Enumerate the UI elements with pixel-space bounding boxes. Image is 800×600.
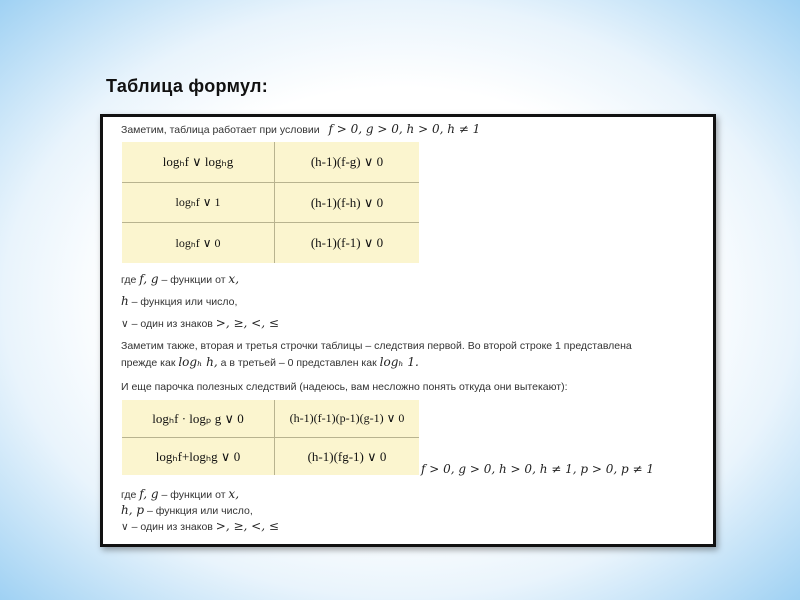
vee-symbol: ∨	[121, 318, 129, 330]
notes-math: >, ≥, <, ≤	[215, 316, 279, 330]
paragraph-text: а в третьей – 0 представлен как	[220, 357, 377, 369]
table-cell-right: (h-1)(fg-1) ∨ 0	[307, 448, 387, 464]
table-row	[122, 438, 419, 475]
intro-condition: f > 0, g > 0, h > 0, h ≠ 1	[328, 122, 481, 136]
notes-text: – функция или число,	[146, 505, 253, 517]
table-cell-left: logₕf ∨ 1	[175, 195, 221, 209]
notes-text: – функция или число,	[131, 296, 238, 308]
notes-math: >, ≥, <, ≤	[215, 519, 279, 533]
table-row	[122, 223, 419, 263]
intro2-line: И еще парочка полезных следствий (надеюсь, вам несложно понять откуда они вытекают):	[121, 381, 568, 393]
notes-prefix: где	[121, 274, 137, 286]
slide-title: Таблица формул:	[106, 76, 269, 96]
notes-text: – один из знаков	[131, 318, 213, 330]
intro-text: Заметим, таблица работает при условии	[121, 124, 320, 136]
notes-math: f, g	[139, 487, 159, 501]
table2-condition	[421, 462, 654, 477]
table-cell-right: (h-1)(f-g) ∨ 0	[310, 154, 384, 169]
table-row	[122, 183, 419, 223]
table-row	[122, 400, 419, 438]
notes-text: – функции от	[161, 489, 226, 501]
table-cell-right: (h-1)(f-1)(p-1)(g-1) ∨ 0	[289, 411, 405, 425]
notes-text: – один из знаков	[131, 521, 213, 533]
table-cell-left: logₕf · logₚ g ∨ 0	[152, 410, 244, 426]
notes2-line1	[121, 487, 239, 502]
table-cell-left: logₕf ∨ logₕg	[162, 154, 234, 169]
formula-table-2	[122, 400, 419, 475]
table-cell-right: (h-1)(f-1) ∨ 0	[310, 235, 384, 250]
paragraph-math: logₕ h,	[178, 355, 218, 369]
table-row	[122, 142, 419, 183]
notes1-line3	[121, 316, 279, 331]
condition-math: f > 0, g > 0, h > 0, h ≠ 1, p > 0, p ≠ 1	[421, 462, 654, 476]
notes-math: h	[121, 294, 129, 308]
notes-text: – функции от	[161, 274, 226, 286]
formula-table-1	[122, 142, 419, 263]
notes-var: x,	[228, 487, 240, 501]
intro-line	[121, 122, 480, 137]
notes-math: h, p	[121, 503, 145, 517]
table-cell-right: (h-1)(f-h) ∨ 0	[310, 194, 384, 210]
paragraph-text: прежде как	[121, 357, 176, 369]
paragraph-math: logₕ 1.	[379, 355, 419, 369]
table-cell-left: logₕf+logₕg ∨ 0	[155, 448, 241, 464]
notes-var: x,	[228, 272, 240, 286]
notes2-line3	[121, 519, 279, 534]
formula-panel	[100, 114, 716, 547]
table-cell-left: logₕf ∨ 0	[175, 235, 221, 250]
notes1-line2	[121, 294, 237, 309]
notes1-line1	[121, 272, 239, 287]
paragraph-line1: Заметим также, вторая и третья строчки таблицы – следствия первой. Во второй строке 1 представлена	[121, 340, 632, 352]
paragraph-line2	[121, 355, 419, 370]
notes2-line2	[121, 503, 253, 518]
notes-math: f, g	[139, 272, 159, 286]
vee-symbol: ∨	[121, 521, 129, 533]
notes-prefix: где	[121, 489, 137, 501]
